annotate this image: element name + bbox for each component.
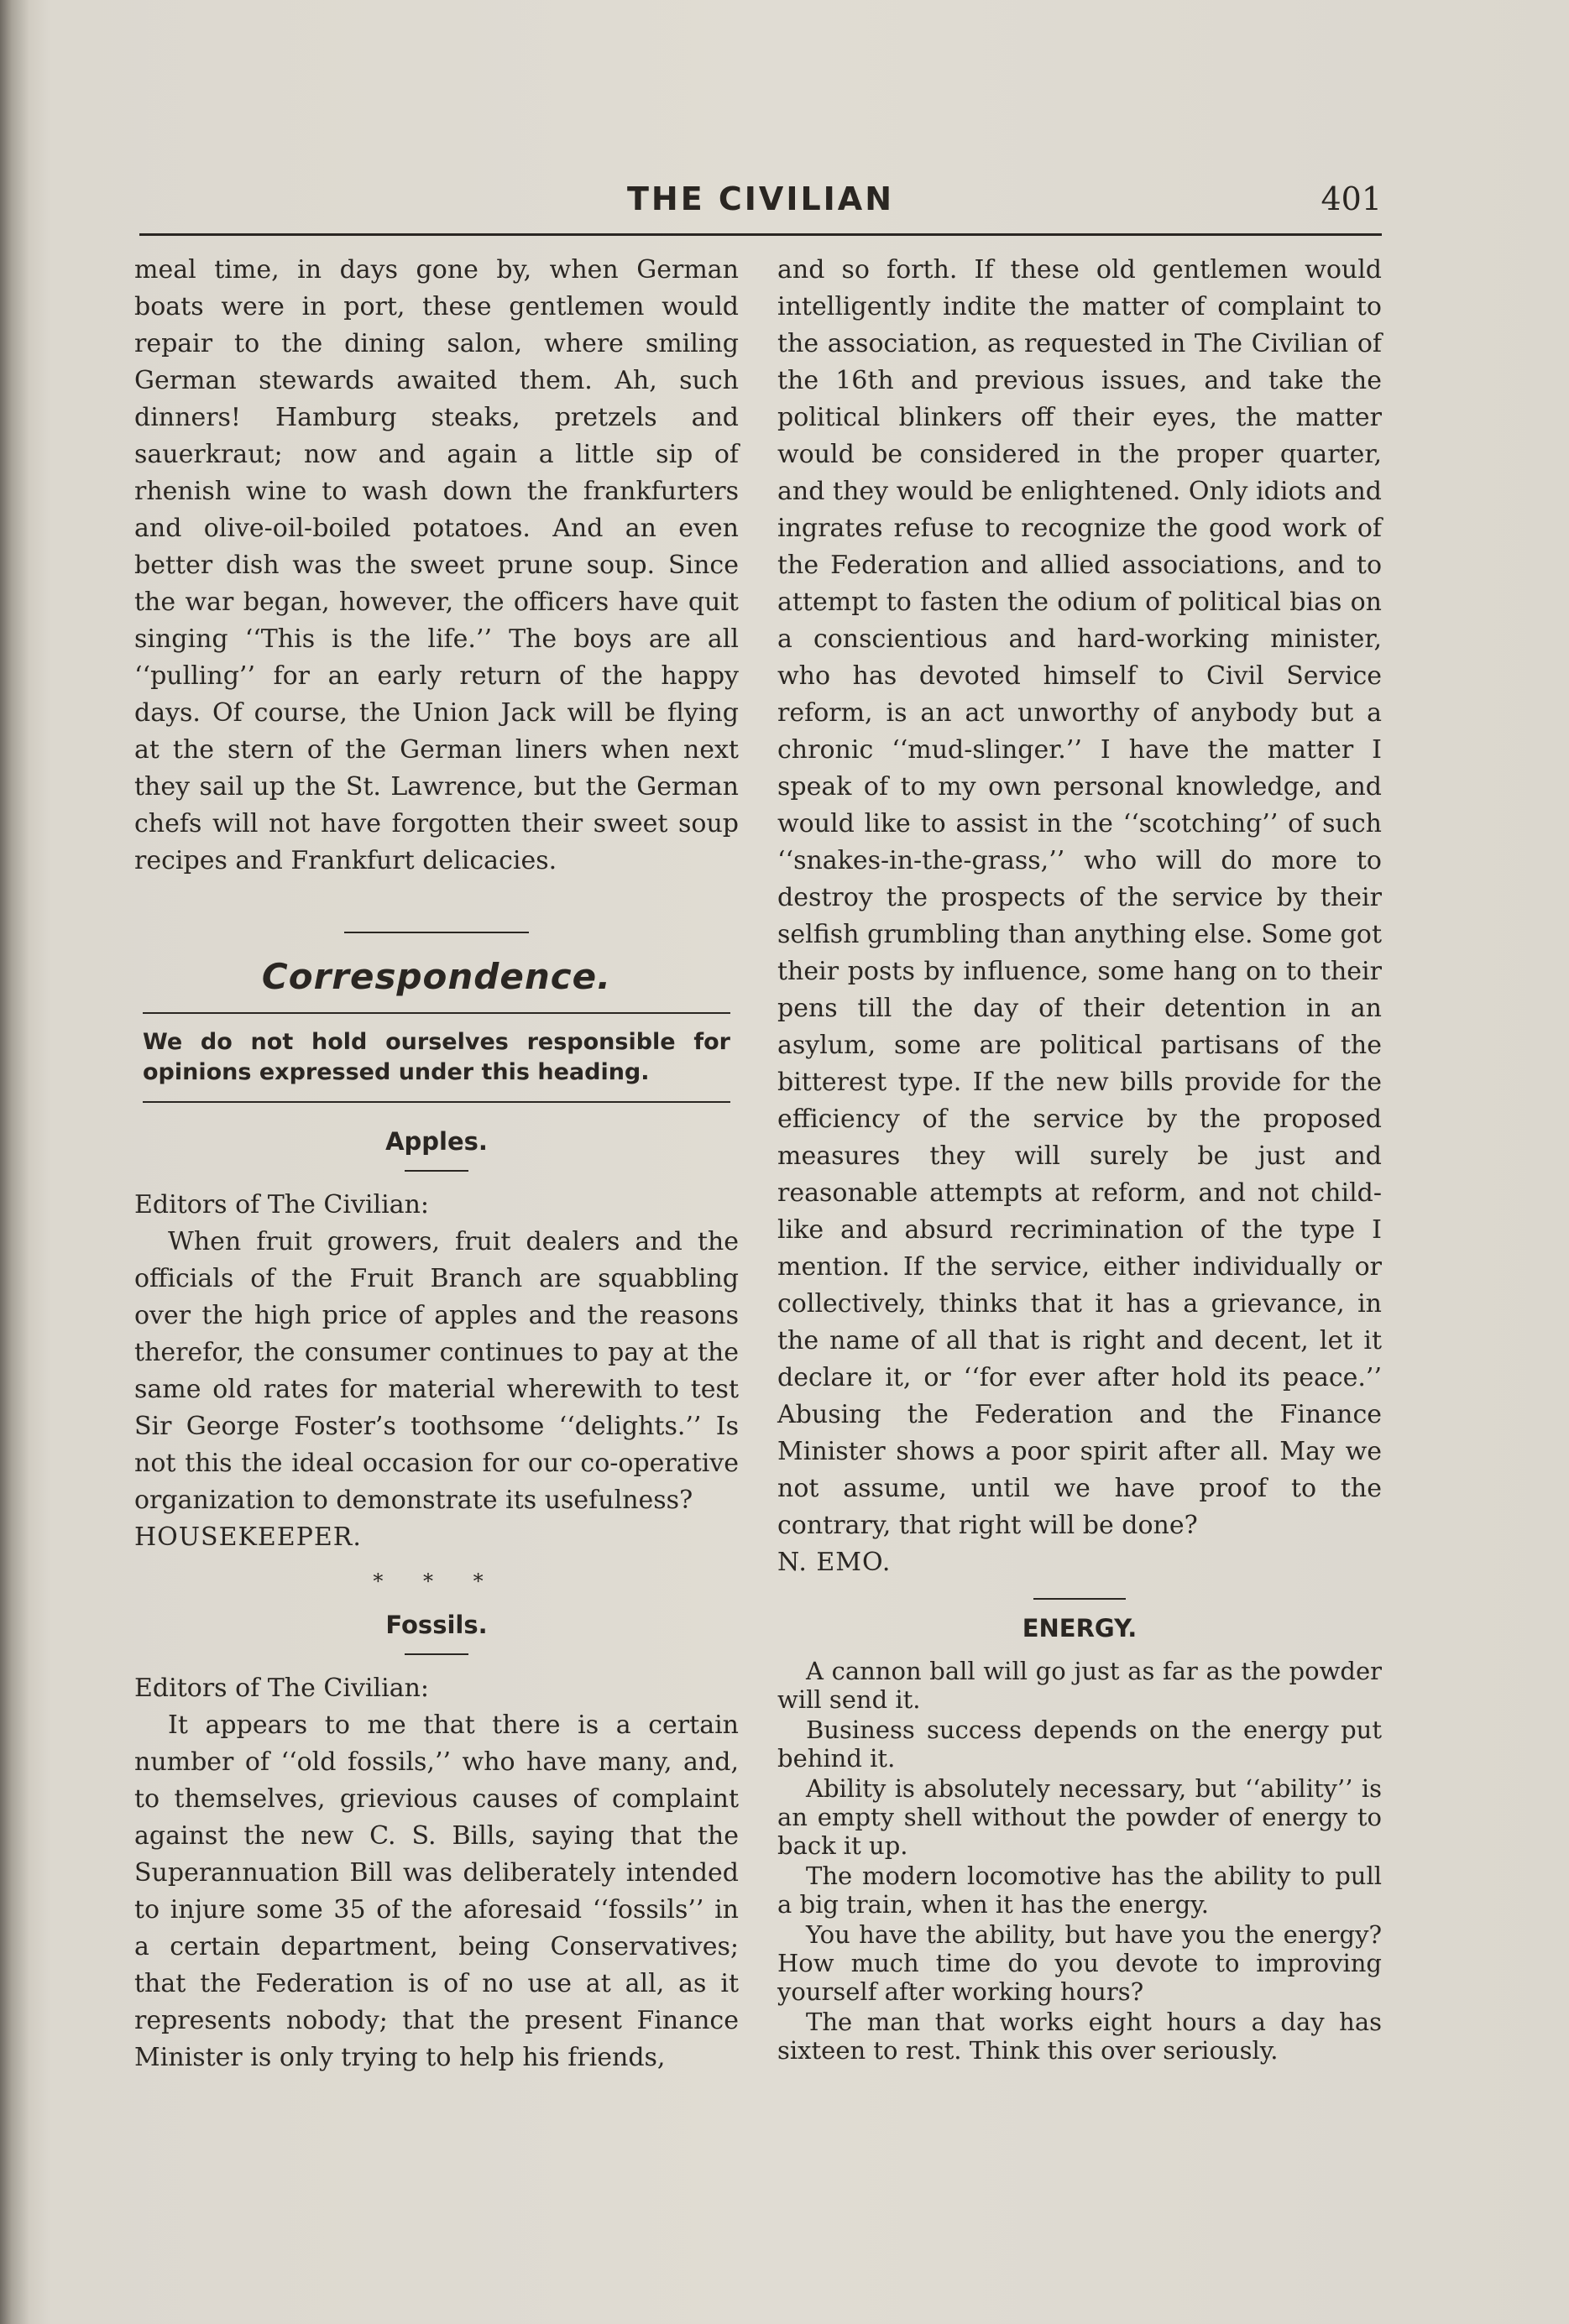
rule-below-disclaimer	[143, 1101, 730, 1103]
energy-paragraph: The man that works eight hours a day has sixteen to rest. Think this over seriously.	[777, 2008, 1382, 2065]
correspondence-disclaimer: We do not hold ourselves responsible for opinions expressed under this heading.	[143, 1029, 730, 1085]
header-rule	[139, 233, 1382, 236]
energy-heading: ENERGY.	[1022, 1614, 1138, 1642]
left-column	[134, 252, 739, 2076]
energy-article	[777, 1657, 1382, 2065]
page-number: 401	[1321, 180, 1382, 217]
apples-rule	[405, 1170, 468, 1172]
energy-paragraph: The modern locomotive has the ability to pull a big train, when it has the energy.	[777, 1862, 1382, 1919]
fossils-rule	[405, 1653, 468, 1655]
apples-signature: HOUSEKEEPER.	[134, 1522, 362, 1552]
fossils-letter-body-right: and so forth. If these old gentlemen would intelligently indite the matter of complaint to the association, as requested in The Civilian of the 16th and previous issues, and take the political blinkers off their eyes, the matter would be considered in the proper quarter, and they would be enlightened. Only idiots and ingrates refuse to recognize the good work of the Federation and allied associations, and to attempt to fasten the odium of political bias on a conscientious and hard-working minister, who has devoted himself to Civil Service reform, is an act unworthy of anybody but a chronic ‘‘mud-slinger.’’ I have the matter I speak of to my own personal knowledge, and would like to assist in the ‘‘scotching’’ of such ‘‘snakes-in-the-grass,’’ who will do more to destroy the prospects of the service by their selfish grumbling than anything else. Some got their posts by influence, some hang on to their pens till the day of their detention in an asylum, some are political partisans of the bitterest type. If the new bills provide for the efficiency of the service by the proposed measures they will surely be just and reasonable attempts at reform, and not child-like and absurd recrimination of the type I mention. If the service, either individually or collectively, thinks that it has a grievance, in the name of all that is right and decent, let it declare it, or ‘‘for ever after hold its peace.’’ Abusing the Federation and the Finance Minister shows a poor spirit after all. May we not assume, until we have proof to the contrary, that right will be done?	[777, 255, 1382, 1540]
energy-paragraph: Business success depends on the energy put behind it.	[777, 1716, 1382, 1773]
fossils-signature: N. EMO.	[777, 1548, 892, 1577]
energy-paragraph: A cannon ball will go just as far as the powder will send it.	[777, 1657, 1382, 1714]
running-header	[139, 172, 1382, 239]
continued-paragraph: meal time, in days gone by, when German boats were in port, these gentlemen would repair to the dining salon, where smiling German stewards awaited them. Ah, such dinners! Hamburg steaks, pretzels and sauerkraut; now and again a little sip of rhenish wine to wash down the frankfurters and olive-oil-boiled potatoes. And an even better dish was the sweet prune soup. Since the war began, however, the officers have quit singing ‘‘This is the life.’’ The boys are all ‘‘pulling’’ for an early return of the happy days. Of course, the Union Jack will be flying at the stern of the German liners when next they sail up the St. Lawrence, but the German chefs will not have forgotten their sweet soup recipes and Frankfurt delicacies.	[134, 255, 739, 875]
apples-heading: Apples.	[385, 1127, 488, 1156]
energy-paragraph: Ability is absolutely necessary, but ‘‘ability’’ is an empty shell without the powder of energy to back it up.	[777, 1774, 1382, 1860]
fossils-heading: Fossils.	[385, 1611, 488, 1639]
apples-salutation: Editors of The Civilian:	[134, 1190, 430, 1219]
right-column	[777, 252, 1382, 2066]
energy-paragraph: You have the ability, but have you the energy? How much time do you devote to improving yourself after working hours?	[777, 1920, 1382, 2006]
correspondence-title: Correspondence.	[261, 956, 612, 997]
section-divider	[344, 932, 529, 933]
running-title: THE CIVILIAN	[626, 180, 895, 217]
separator-stars: * * *	[373, 1569, 500, 1593]
energy-divider	[1033, 1598, 1126, 1600]
apples-letter-body: When fruit growers, fruit dealers and the officials of the Fruit Branch are squabbling over the high price of apples and the reasons therefor, the consumer continues to pay at the same old rates for material wherewith to test Sir George Foster’s toothsome ‘‘delights.’’ Is not this the ideal occasion for our co-operative organization to demonstrate its usefulness?	[134, 1227, 739, 1515]
book-spine-shadow	[0, 0, 29, 2324]
fossils-letter-body-left: It appears to me that there is a certain number of ‘‘old fossils,’’ who have many, and, to themselves, grievious causes of complaint against the new C. S. Bills, saying that the Superannuation Bill was deliberately intended to injure some 35 of the aforesaid ‘‘fossils’’ in a certain department, being Conservatives; that the Federation is of no use at all, as it represents nobody; that the present Finance Minister is only trying to help his friends,	[134, 1710, 739, 2072]
fossils-salutation: Editors of The Civilian:	[134, 1674, 430, 1703]
